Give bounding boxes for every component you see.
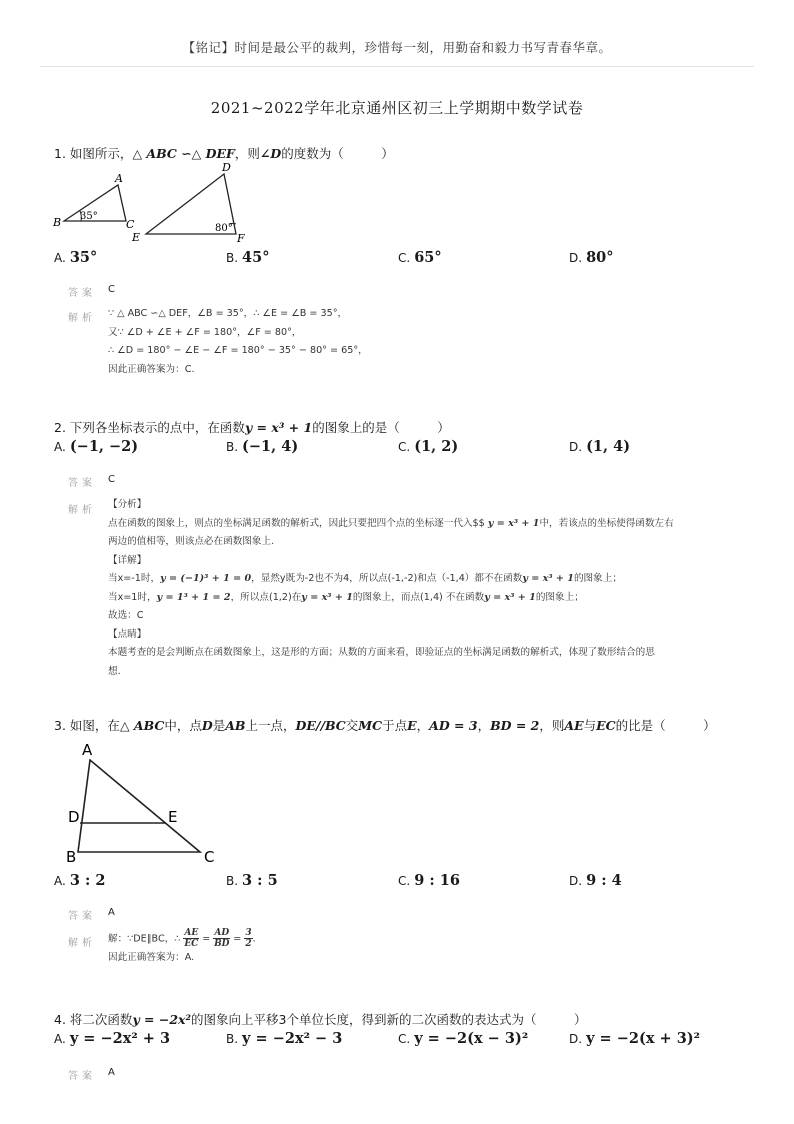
fraction-3-2 [244,928,252,949]
stem-text: 的度数为（ ） [281,146,394,161]
label-f: F [237,232,245,245]
stem-text: 的比是（ ） [615,718,716,733]
option-d[interactable] [569,872,622,889]
angle-label-b: 35° [80,211,98,222]
stem-math: E [407,718,417,733]
option-letter: B. [226,440,239,454]
label-a: A [115,172,123,185]
analysis-line: 因此正确答案为：A. [108,952,195,963]
analysis-line: 因此正确答案为：C. [108,363,195,375]
option-value: y = −2x² − 3 [242,1030,343,1047]
option-letter: C. [398,1032,411,1046]
question-2-stem [54,418,450,436]
option-value: y = −2(x + 3)² [586,1030,701,1047]
stem-text: ， [477,718,491,733]
analysis-heading: 【点睛】 [108,628,147,640]
analysis-text: 解：∵DE∥BC，∴ [108,933,184,945]
answer-value: C [108,284,115,295]
stem-math: BD = 2 [490,718,540,733]
analysis-text: ，所以点(1,2)在 [230,591,302,603]
analysis-line [108,515,674,534]
analysis-math: y = x³ + 1 [522,573,574,584]
stem-math: △ ABC [119,718,165,733]
triangle-abc [52,172,135,231]
option-b[interactable] [226,1030,342,1047]
option-value: (1, 2) [414,438,459,455]
analysis-text: 当x=-1时， [108,573,161,584]
analysis-label: 解析 [68,505,96,516]
stem-text: 交 [345,718,359,733]
analysis-heading: 【分析】 [108,499,147,510]
analysis-line: 两边的值相等，则该点必在函数图象上. [108,536,275,547]
label-b: B [66,848,77,866]
analysis-label: 解析 [68,938,96,949]
question-3-analysis [108,928,256,968]
fraction-denominator: EC [184,939,199,949]
option-letter: C. [398,440,411,454]
stem-text: ， [416,718,430,733]
triangle-def [131,161,245,245]
label-c: C [204,848,215,866]
label-c: C [126,218,135,231]
analysis-line [108,928,256,949]
fraction-numerator: 3 [245,928,252,938]
stem-text: 中，点 [164,718,202,733]
option-a[interactable] [54,249,97,266]
label-d: D [68,808,80,826]
stem-math: y = x³ + 1 [244,420,313,435]
option-value: 45° [242,249,270,266]
stem-text: 是 [212,718,226,733]
option-value: (−1, −2) [69,438,139,455]
question-3-stem [54,716,716,734]
stem-text: 的图象向上平移3个单位长度，得到新的二次函数的表达式为（ ） [190,1012,587,1027]
answer-value: A [108,1067,115,1078]
analysis-math: y = x³ + 1 [484,591,536,603]
analysis-text: 的图象上，而点(1,4) 不在函数 [352,591,485,603]
question-number: 3. [54,718,66,733]
analysis-line [108,570,674,589]
option-value: y = −2(x − 3)² [414,1030,529,1047]
stem-text: 如图，在 [69,718,120,733]
analysis-text: 的图象上； [535,591,584,603]
option-letter: C. [398,874,411,888]
option-letter: C. [398,251,411,265]
analysis-line: 又∵ ∠D + ∠E + ∠F = 180°，∠F = 80°， [108,326,302,338]
analysis-text: = [199,933,214,945]
analysis-line: 想. [108,665,121,677]
question-1-analysis [108,305,368,379]
option-a[interactable] [54,872,105,889]
analysis-math: y = (−1)³ + 1 = 0 [160,573,252,584]
option-value: 9 : 4 [586,872,622,889]
analysis-heading: 【详解】 [108,554,147,566]
answer-label: 答案 [68,1071,96,1082]
analysis-line: 故选：C [108,610,144,621]
answer-value: A [108,907,115,918]
option-value: (1, 4) [586,438,631,455]
question-1-figure [48,158,278,246]
question-2-analysis [108,496,674,681]
page-title: 2021~2022学年北京通州区初三上学期期中数学试卷 [210,99,584,117]
question-3-figure [58,736,228,866]
stem-text: 于点 [382,718,408,733]
analysis-text: 点在函数的图象上，则点的坐标满足函数的解析式，因此只要把四个点的坐标逐一代入$$ [108,517,488,529]
option-c[interactable] [398,1030,528,1047]
analysis-line: 本题考查的是会判断点在函数图象上，这是形的方面；从数的方面来看，即验证点的坐标满足函数的解析式，体现了数形结合的思 [108,647,655,658]
fraction-numerator: AE [184,928,199,938]
analysis-math: y = x³ + 1 [487,517,540,529]
option-c[interactable] [398,249,442,266]
stem-math: ∠D [259,146,282,161]
fraction-denominator: BD [214,939,230,949]
option-b[interactable] [226,438,298,455]
analysis-math: y = 1³ + 1 = 2 [156,591,231,603]
question-number: 1. [54,146,66,161]
fraction-ad-bd [213,928,230,949]
answer-value: C [108,474,115,485]
stem-math: AD = 3 [429,718,478,733]
option-letter: B. [226,874,239,888]
analysis-line: ∵ △ ABC ∽△ DEF，∠B = 35°，∴ ∠E = ∠B = 35°， [108,308,348,319]
option-letter: A. [54,874,66,888]
stem-math: AE [564,718,584,733]
option-value: y = −2x² + 3 [69,1030,171,1047]
option-value: 3 : 5 [242,872,278,889]
stem-math: DE//BC [295,718,346,733]
fraction-denominator: 2 [245,939,252,949]
stem-text: 下列各坐标表示的点中，在函数 [69,420,245,435]
option-letter: D. [569,874,583,888]
fraction-numerator: AD [214,928,230,938]
analysis-line [108,589,674,608]
stem-text: ，则 [539,718,565,733]
stem-math: EC [596,718,616,733]
stem-math: MC [358,718,383,733]
option-letter: A. [54,251,66,265]
option-d[interactable] [569,1030,700,1047]
stem-math: △ ABC ∽△ DEF [132,146,235,161]
question-number: 4. [54,1012,66,1027]
question-4-stem [54,1010,586,1028]
analysis-text: 的图象上； [573,573,622,584]
analysis-text: = [230,933,245,945]
option-value: (−1, 4) [242,438,299,455]
option-d[interactable] [569,438,630,455]
stem-text: 上一点， [245,718,296,733]
header-divider [40,66,754,67]
stem-text: ，则 [234,146,260,161]
option-b[interactable] [226,249,269,266]
analysis-label: 解析 [68,313,96,324]
option-letter: D. [569,440,583,454]
analysis-text: ，显然y既为-2也不为4，所以点(-1,-2)和点（-1,4）都不在函数 [251,573,523,584]
analysis-text: 中，若该点的坐标使得函数左右 [539,517,674,529]
option-value: 35° [69,249,98,266]
option-d[interactable] [569,249,614,266]
option-b[interactable] [226,872,278,889]
option-letter: D. [569,1032,583,1046]
option-a[interactable] [54,1030,170,1047]
option-value: 65° [414,249,442,266]
stem-text: 将二次函数 [69,1012,133,1027]
label-e: E [168,808,178,826]
option-letter: B. [226,251,239,265]
fraction-ae-ec [183,928,199,949]
angle-label-f: 80° [215,223,233,234]
analysis-text: . [252,933,256,945]
label-a: A [82,741,93,759]
label-d: D [222,161,231,174]
stem-math: AB [225,718,246,733]
answer-label: 答案 [68,478,96,489]
stem-text: 的图象上的是（ ） [312,420,450,435]
option-c[interactable] [398,438,458,455]
stem-math: y = −2x² [132,1012,191,1027]
triangle-abc [78,760,200,852]
stem-text: 与 [583,718,597,733]
option-letter: A. [54,440,66,454]
option-letter: D. [569,251,583,265]
analysis-text: 当x=1时， [108,591,157,603]
answer-label: 答案 [68,911,96,922]
option-a[interactable] [54,438,138,455]
label-b: B [53,216,62,229]
option-value: 80° [586,249,614,266]
answer-label: 答案 [68,288,96,299]
option-letter: A. [54,1032,66,1046]
label-e: E [132,231,141,244]
question-number: 2. [54,420,66,435]
analysis-line: ∴ ∠D = 180° − ∠E − ∠F = 180° − 35° − 80° = 65°， [108,345,368,356]
option-value: 9 : 16 [414,872,460,889]
stem-text: 如图所示， [69,146,133,161]
option-value: 3 : 2 [69,872,106,889]
option-letter: B. [226,1032,239,1046]
stem-math: D [201,718,213,733]
analysis-math: y = x³ + 1 [301,591,353,603]
option-c[interactable] [398,872,460,889]
motto-banner: 【铭记】时间是最公平的裁判，珍惜每一刻，用勤奋和毅力书写青春华章。 [182,40,612,55]
